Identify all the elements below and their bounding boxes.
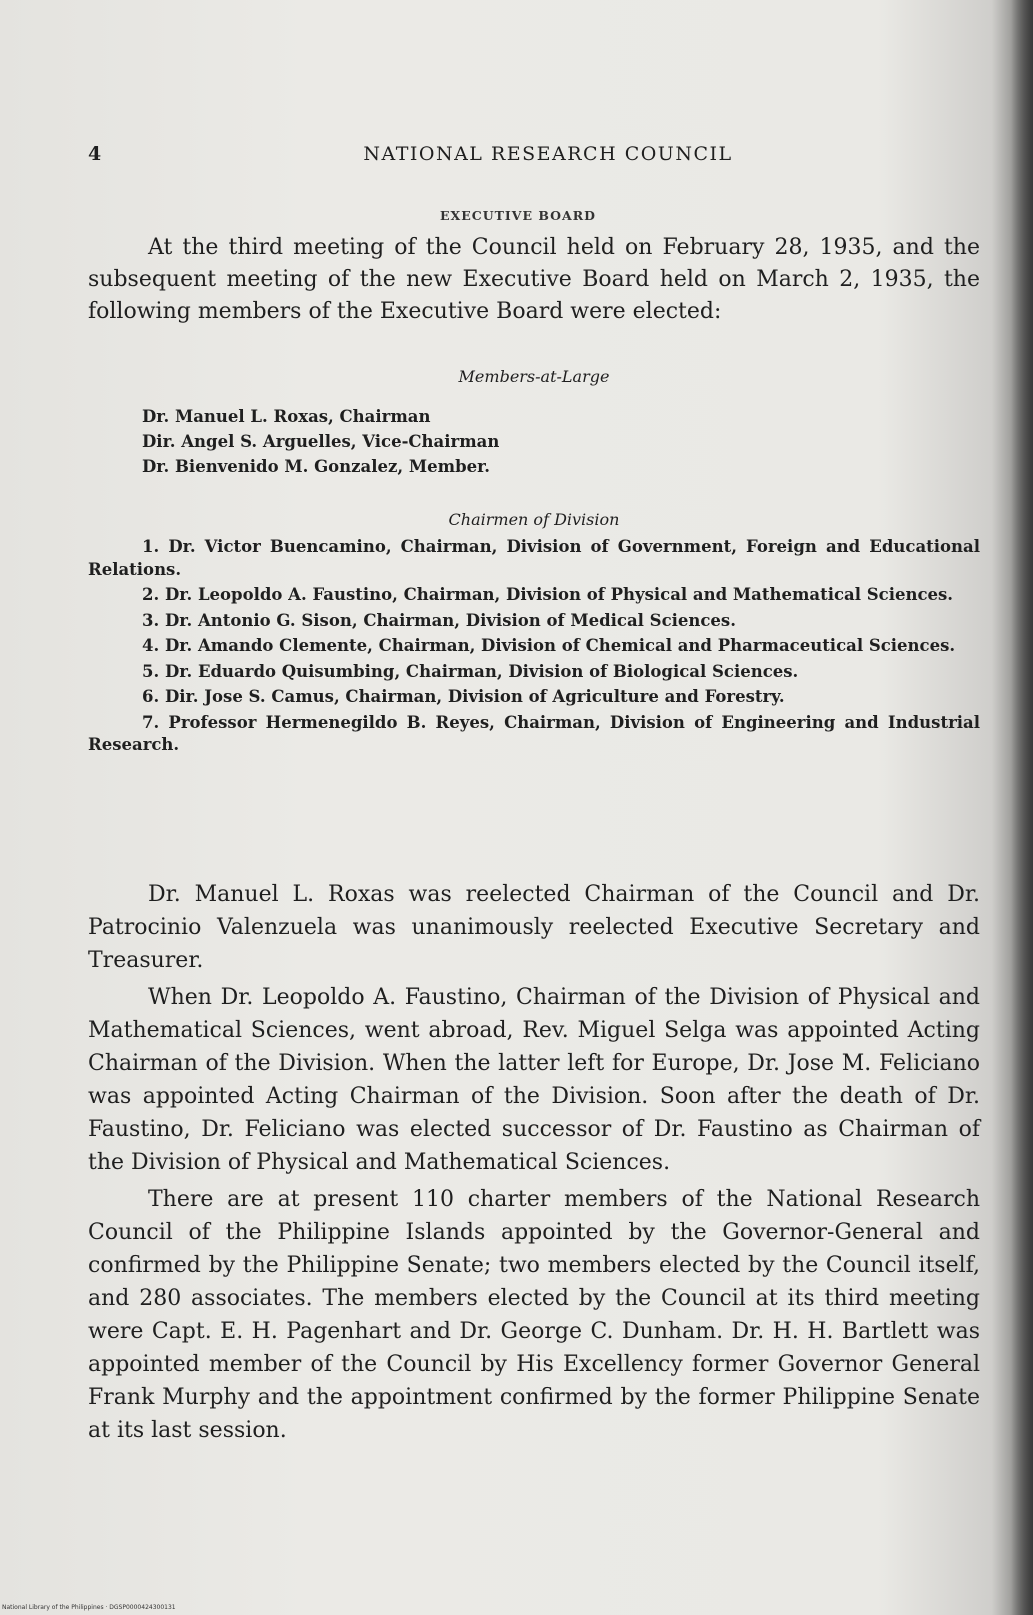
list-item: Dr. Manuel L. Roxas, Chairman	[142, 407, 431, 426]
chairmen-of-division-list	[88, 536, 980, 760]
lead-paragraph-block	[88, 232, 980, 328]
body-paragraph: Dr. Manuel L. Roxas was reelected Chairman of the Council and Dr. Patrocinio Valenzuela was unanimously reelected Executive Secretary and Treasurer.	[88, 882, 980, 973]
list-item: 5. Dr. Eduardo Quisumbing, Chairman, Division of Biological Sciences.	[142, 661, 799, 681]
body-paragraph: There are at present 110 charter members of the National Research Council of the Philippine Islands appointed by the Governor-General and confirmed by the Philippine Senate; two members elected by the Council itself, and 280 associates. The members elected by the Council at its third meeting were Capt. E. H. Pagenhart and Dr. George C. Dunham. Dr. H. H. Bartlett was appointed member of the Council by His Excellency former Governor General Frank Murphy and the appointment confirmed by the former Philippine Senate at its last session.	[88, 1187, 980, 1443]
list-item: 7. Professor Hermenegildo B. Reyes, Chairman, Division of Engineering and Industrial Research.	[88, 712, 980, 754]
section-heading: EXECUTIVE BOARD	[440, 208, 596, 223]
list-item: Dir. Angel S. Arguelles, Vice-Chairman	[142, 432, 500, 451]
archive-footer: National Library of the Philippines · DGSP0000424300131	[2, 1604, 176, 1611]
list-item: 1. Dr. Victor Buencamino, Chairman, Division of Government, Foreign and Educational Relations.	[88, 537, 980, 579]
running-head: NATIONAL RESEARCH COUNCIL	[363, 143, 733, 165]
chairmen-of-division-heading: Chairmen of Division	[448, 510, 620, 529]
list-item: 2. Dr. Leopoldo A. Faustino, Chairman, Division of Physical and Mathematical Sciences.	[142, 585, 954, 604]
body-text	[88, 878, 980, 1451]
list-item: Dr. Bienvenido M. Gonzalez, Member.	[142, 457, 491, 476]
list-item: 3. Dr. Antonio G. Sison, Chairman, Division of Medical Sciences.	[142, 610, 736, 630]
members-at-large-heading: Members-at-Large	[458, 367, 610, 386]
body-paragraph: When Dr. Leopoldo A. Faustino, Chairman of the Division of Physical and Mathematical Sciences, went abroad, Rev. Miguel Selga was appointed Acting Chairman of the Division. When the latter left for Europe, Dr. Jose M. Feliciano was appointed Acting Chairman of the Division. Soon after the death of Dr. Faustino, Dr. Feliciano was elected successor of Dr. Faustino as Chairman of the Division of Physical and Mathematical Sciences.	[88, 985, 980, 1175]
lead-paragraph: At the third meeting of the Council held on February 28, 1935, and the subsequent meeting of the new Executive Board held on March 2, 1935, the following members of the Executive Board were elected:	[88, 235, 980, 324]
list-item: 4. Dr. Amando Clemente, Chairman, Division of Chemical and Pharmaceutical Sciences.	[142, 636, 956, 655]
page-header	[88, 143, 948, 173]
list-item: 6. Dir. Jose S. Camus, Chairman, Division of Agriculture and Forestry.	[142, 687, 785, 706]
members-at-large-list	[142, 404, 962, 479]
page-edge-shadow	[1011, 0, 1033, 1615]
page-number: 4	[88, 143, 102, 165]
